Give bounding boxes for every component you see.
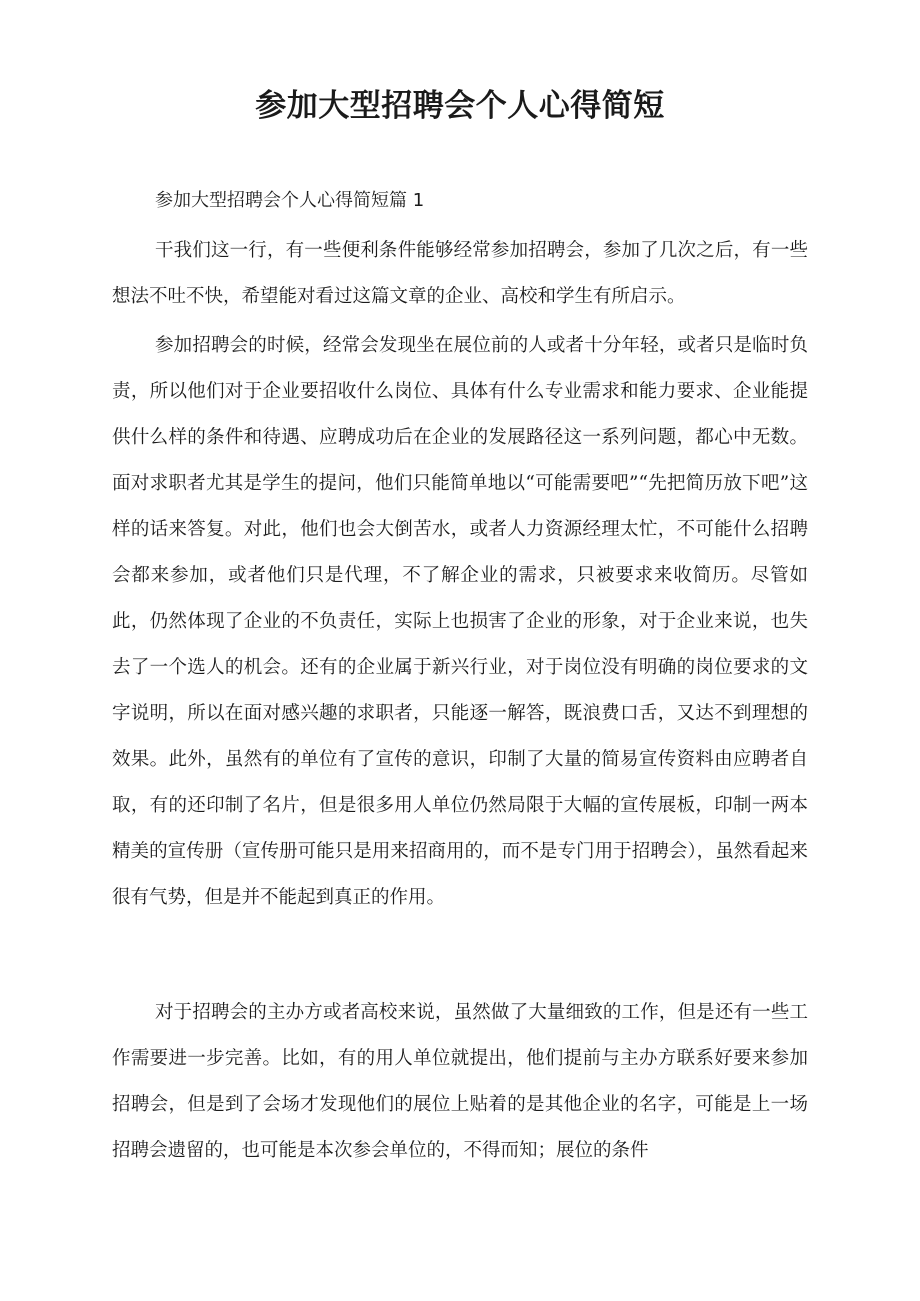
document-title: 参加大型招聘会个人心得简短 (255, 88, 665, 124)
paragraph-1: 干我们这一行，有一些便利条件能够经常参加招聘会，参加了几次之后，有一些想法不吐不快，希望能对看过这篇文章的企业、高校和学生有所启示。 (112, 240, 808, 307)
paragraph-3: 对于招聘会的主办方或者高校来说，虽然做了大量细致的工作，但是还有一些工作需要进一步完善。比如，有的用人单位就提出，他们提前与主办方联系好要来参加招聘会，但是到了会场才发现他们的展位上贴着的是其他企业的名字，可能是上一场招聘会遗留的，也可能是本次参会单位的，不得而知；展位的条件 (112, 1002, 808, 1161)
paragraph-2: 参加招聘会的时候，经常会发现坐在展位前的人或者十分年轻，或者只是临时负责，所以他们对于企业要招收什么岗位、具体有什么专业需求和能力要求、企业能提供什么样的条件和待遇、应聘成功后在企业的发展路径这一系列问题，都心中无数。面对求职者尤其是学生的提问，他们只能简单地以“可能需要吧”“先把简历放下吧”这样的话来答复。对此，他们也会大倒苦水，或者人力资源经理太忙，不可能什么招聘会都来参加，或者他们只是代理，不了解企业的需求，只被要求来收简历。尽管如此，仍然体现了企业的不负责任，实际上也损害了企业的形象，对于企业来说，也失去了一个选人的机会。还有的企业属于新兴行业，对于岗位没有明确的岗位要求的文字说明，所以在面对感兴趣的求职者，只能逐一解答，既浪费口舌，又达不到理想的效果。此外，虽然有的单位有了宣传的意识，印制了大量的简易宣传资料由应聘者自取，有的还印制了名片，但是很多用人单位仍然局限于大幅的宣传展板，印制一两本精美的宣传册（宣传册可能只是用来招商用的，而不是专门用于招聘会），虽然看起来很有气势，但是并不能起到真正的作用。 (112, 335, 808, 908)
section-heading: 参加大型招聘会个人心得简短篇 1 (155, 190, 425, 211)
